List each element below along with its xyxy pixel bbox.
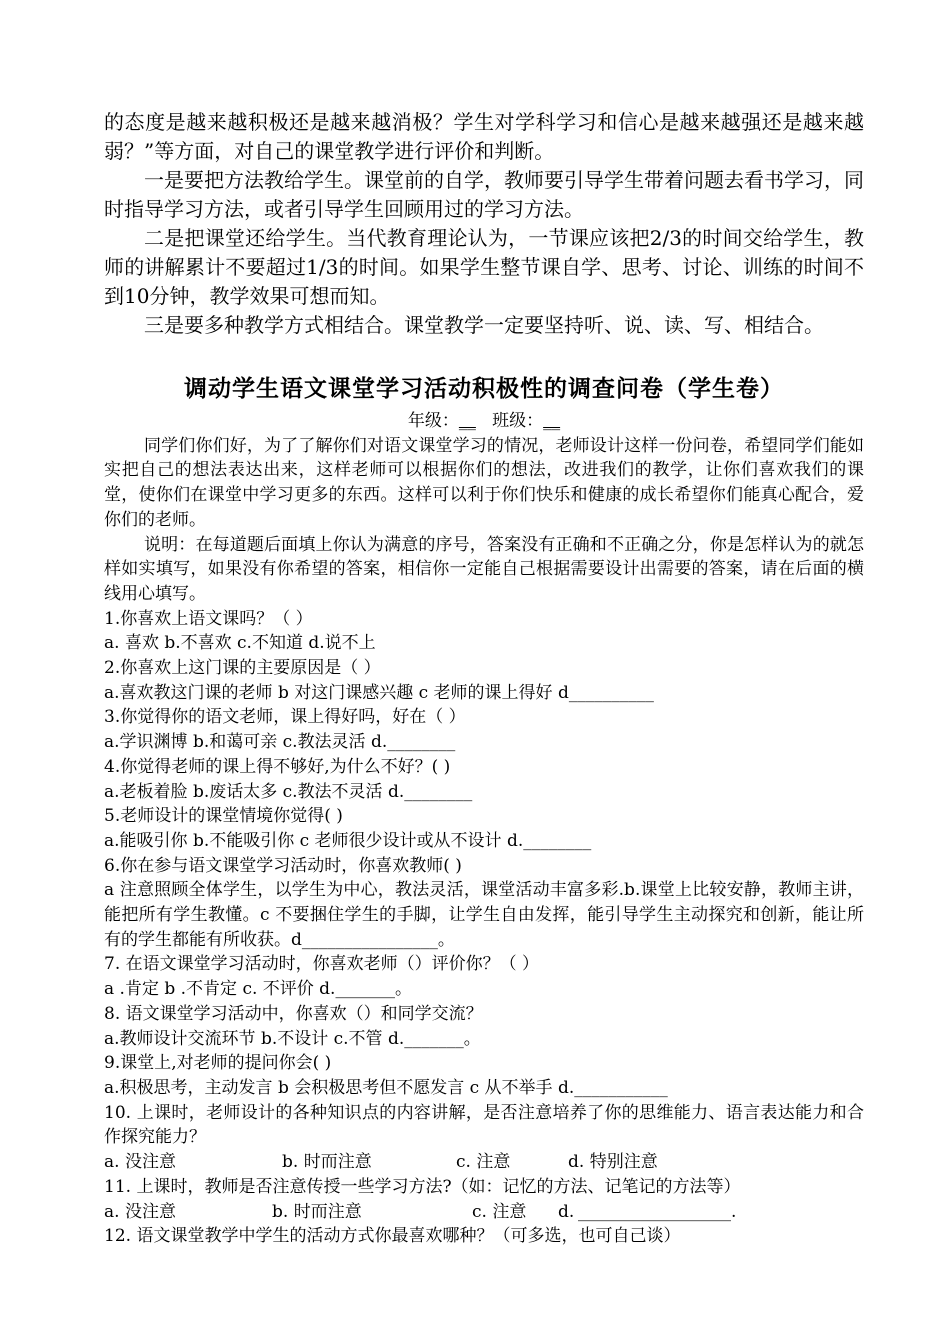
q10-option-b: b. 时而注意: [282, 1152, 372, 1173]
paragraph-combination: 三是要多种教学方式相结合。课堂教学一定要坚持听、说、读、写、相结合。: [144, 313, 824, 337]
q11-option-d: d.: [558, 1201, 575, 1222]
answer-7-text: a .肯定 b .不肯定 c. 不评价 d.: [104, 979, 336, 1000]
question-2: 2.你喜欢上这门课的主要原因是（ ）: [104, 658, 381, 679]
answer-1: [104, 631, 864, 656]
answer-5: [104, 829, 864, 854]
answer-8-text: a.教师设计交流环节 b.不设计 c.不管 d.: [104, 1028, 405, 1049]
q11-option-c: c. 注意: [472, 1201, 527, 1222]
grade-class-line: [104, 409, 864, 434]
question-10: 10. 上课时，老师设计的各种知识点的内容讲解，是否注意培养了你的思维能力、语言表达能力和合作探究能力？: [104, 1102, 864, 1148]
answer-3-blank: ________: [387, 732, 456, 753]
answer-3: [104, 730, 864, 755]
answer-9-text: a.积极思考，主动发言 b 会积极思考但不愿发言 c 从不举手 d.: [104, 1077, 575, 1098]
question-list: [104, 607, 864, 1249]
answer-8-blank: _______。: [404, 1028, 481, 1049]
q10-option-d: d. 特别注意: [568, 1152, 658, 1173]
survey-note: 说明：在每道题后面填上你认为满意的序号，答案没有正确和不正确之分，你是怎样认为的就怎样如实填写，如果没有你希望的答案，相信你一定能自己根据需要设计出需要的答案，请在后面的横线用心填写。: [104, 534, 864, 604]
answer-9-blank: ___________: [574, 1077, 668, 1098]
paragraph-continuation: 的态度是越来越积极还是越来越消极？学生对学科学习和信心是越来越强还是越来越弱？”等方面，对自己的课堂教学进行评价和判断。: [104, 110, 864, 163]
question-12: 12. 语文课堂教学中学生的活动方式你最喜欢哪种？（可多选，也可自己谈）: [104, 1226, 681, 1247]
class-blank: __: [543, 411, 561, 431]
survey-intro: 同学们你们好，为了了解你们对语文课堂学习的情况，老师设计这样一份问卷，希望同学们能如实把自己的想法表达出来，这样老师可以根据你们的想法，改进我们的教学，让你们喜欢我们的课堂，使你们在课堂中学习更多的东西。这样可以利于你们快乐和健康的成长希望你们能真心配合，爱你们的老师。: [104, 435, 864, 530]
q10-option-c: c. 注意: [456, 1152, 511, 1173]
question-4: 4.你觉得老师的课上得不够好,为什么不好？( ): [104, 756, 451, 777]
answer-1-text: a. 喜欢 b.不喜欢 c.不知道 d.说不上: [104, 633, 376, 654]
answer-3-text: a.学识渊博 b.和蔼可亲 c.教法灵活 d.: [104, 732, 388, 753]
answer-6-text: a 注意照顾全体学生，以学生为中心，教法灵活，课堂活动丰富多彩.b.课堂上比较安静，教师主讲，能把所有学生教懂。c 不要捆住学生的手脚，让学生自由发挥，能引导学生主动探究和创新，能让所有的学生都能有所收获。d: [104, 880, 864, 950]
answer-2: [104, 681, 864, 706]
answer-2-text: a.喜欢教这门课的老师 b 对这门课感兴趣 c 老师的课上得好 d: [104, 682, 569, 703]
grade-blank: __: [458, 411, 476, 431]
document-page: [104, 108, 864, 1249]
question-11: 11. 上课时，教师是否注意传授一些学习方法?（如：记忆的方法、记笔记的方法等）: [104, 1176, 741, 1197]
answer-6: [104, 878, 864, 952]
question-3: 3.你觉得你的语文老师，课上得好吗，好在（ ）: [104, 707, 466, 728]
question-1: 1.你喜欢上语文课吗？（ ）: [104, 608, 313, 629]
answer-4-blank: ________: [404, 781, 473, 802]
paragraph-method: 一是要把方法教给学生。课堂前的自学，教师要引导学生带着问题去看书学习，同时指导学习方法，或者引导学生回顾用过的学习方法。: [104, 168, 864, 221]
answer-4: [104, 780, 864, 805]
survey-title: 调动学生语文课堂学习活动积极性的调查问卷（学生卷）: [184, 375, 784, 402]
answer-9: [104, 1076, 864, 1101]
answer-2-blank: __________: [568, 682, 654, 703]
question-6: 6.你在参与语文课堂学习活动时，你喜欢教师( ): [104, 855, 462, 876]
question-9: 9.课堂上,对老师的提问你会( ): [104, 1053, 332, 1074]
grade-label: 年级：: [407, 411, 459, 431]
class-label: 班级：: [492, 411, 544, 431]
answer-10: [104, 1150, 864, 1175]
q11-option-a: a. 没注意: [104, 1201, 176, 1222]
answer-7: [104, 977, 864, 1002]
question-7: 7. 在语文课堂学习活动时，你喜欢老师（）评价你？（ ）: [104, 954, 540, 975]
q11-option-b: b. 时而注意: [272, 1201, 362, 1222]
q10-option-a: a. 没注意: [104, 1152, 176, 1173]
answer-5-text: a.能吸引你 b.不能吸引你 c 老师很少设计或从不设计 d.: [104, 830, 524, 851]
paragraph-classroom: 二是把课堂还给学生。当代教育理论认为，一节课应该把2/3的时间交给学生，教师的讲解累计不要超过1/3的时间。如果学生整节课自学、思考、讨论、训练的时间不到10分钟，教学效果可想而知。: [104, 226, 864, 308]
answer-4-text: a.老板着脸 b.废话太多 c.教法不灵活 d.: [104, 781, 405, 802]
question-5: 5.老师设计的课堂情境你觉得( ): [104, 806, 343, 827]
answer-6-blank: ________________。: [301, 929, 455, 950]
answer-8: [104, 1027, 864, 1052]
answer-5-blank: ________: [523, 830, 592, 851]
q11-option-d-blank: __________________.: [578, 1201, 737, 1222]
answer-11: [104, 1200, 864, 1225]
question-8: 8. 语文课堂学习活动中，你喜欢（）和同学交流？: [104, 1003, 483, 1024]
answer-7-blank: _______。: [335, 979, 412, 1000]
